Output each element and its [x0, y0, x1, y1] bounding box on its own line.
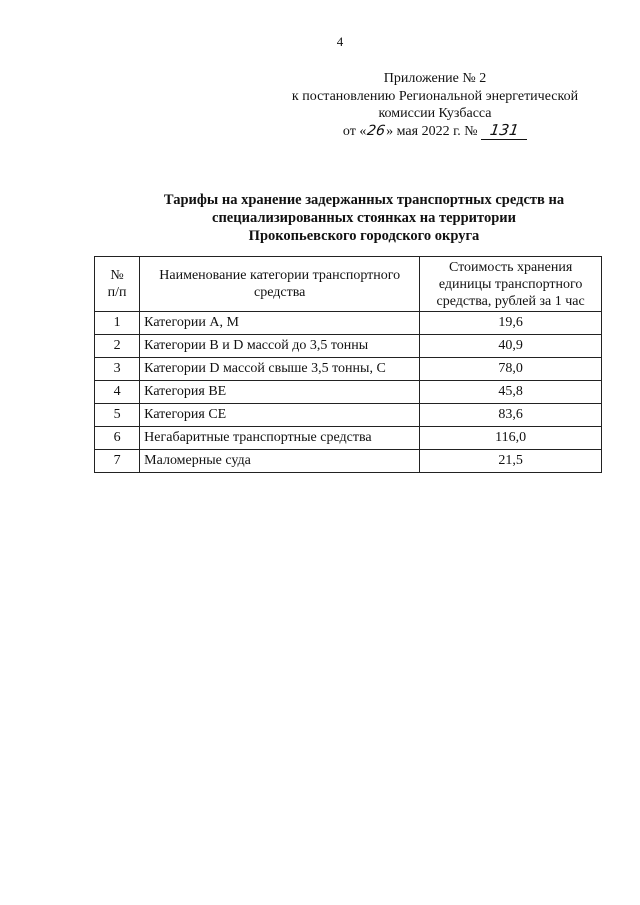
- table-row: [95, 312, 602, 335]
- header-number-symbol: №: [110, 268, 124, 283]
- appendix-title: Приложение № 2: [383, 71, 487, 86]
- date-prefix: от «: [342, 123, 367, 139]
- row-category: Категория CE: [140, 404, 420, 427]
- title-line-1: Тарифы на хранение задержанных транспортных средств на: [163, 192, 565, 208]
- appendix-reference: к постановлению Региональной энергетической: [291, 88, 579, 104]
- document-title: [90, 191, 638, 245]
- row-category: Категории B и D массой до 3,5 тонны: [140, 335, 420, 358]
- page-number: 4: [336, 34, 344, 49]
- row-number: 2: [95, 335, 140, 358]
- table-row: [95, 450, 602, 473]
- table-body: [95, 312, 602, 473]
- row-category: Негабаритные транспортные средства: [140, 427, 420, 450]
- row-price: 40,9: [420, 335, 602, 358]
- handwritten-decree-number: 131: [488, 120, 520, 139]
- title-line-2: специализированных стоянках на территории: [212, 210, 516, 226]
- row-price: 116,0: [420, 427, 602, 450]
- table-row: [95, 427, 602, 450]
- row-price: 83,6: [420, 404, 602, 427]
- table-row: [95, 358, 602, 381]
- row-price: 45,8: [420, 381, 602, 404]
- row-number: 4: [95, 381, 140, 404]
- title-line-3: Прокопьевского городского округа: [248, 228, 480, 244]
- row-price: 78,0: [420, 358, 602, 381]
- row-number: 7: [95, 450, 140, 473]
- header-number-abbr: п/п: [107, 285, 127, 300]
- row-price: 19,6: [420, 312, 602, 335]
- table-row: [95, 404, 602, 427]
- row-number: 3: [95, 358, 140, 381]
- row-category: Маломерные суда: [140, 450, 420, 473]
- table-header-row: [95, 257, 602, 312]
- header-storage-cost: Стоимость хранения единицы транспортного средства, рублей за 1 час: [420, 257, 602, 312]
- appendix-authority: комиссии Кузбасса: [378, 106, 492, 121]
- tariff-table: [94, 256, 602, 473]
- row-number: 1: [95, 312, 140, 335]
- row-category: Категории A, M: [140, 312, 420, 335]
- table-row: [95, 381, 602, 404]
- decree-number-field: [481, 120, 527, 140]
- row-number: 5: [95, 404, 140, 427]
- row-category: Категории D массой свыше 3,5 тонны, C: [140, 358, 420, 381]
- row-number: 6: [95, 427, 140, 450]
- date-suffix: » мая 2022 г. №: [386, 123, 478, 139]
- handwritten-day: 26: [366, 122, 387, 139]
- header-number: [95, 257, 140, 312]
- row-category: Категория BE: [140, 381, 420, 404]
- row-price: 21,5: [420, 450, 602, 473]
- appendix-header: [270, 70, 600, 140]
- table-row: [95, 335, 602, 358]
- header-category-name: Наименование категории транспортного средства: [140, 257, 420, 312]
- appendix-date-line: [270, 120, 600, 141]
